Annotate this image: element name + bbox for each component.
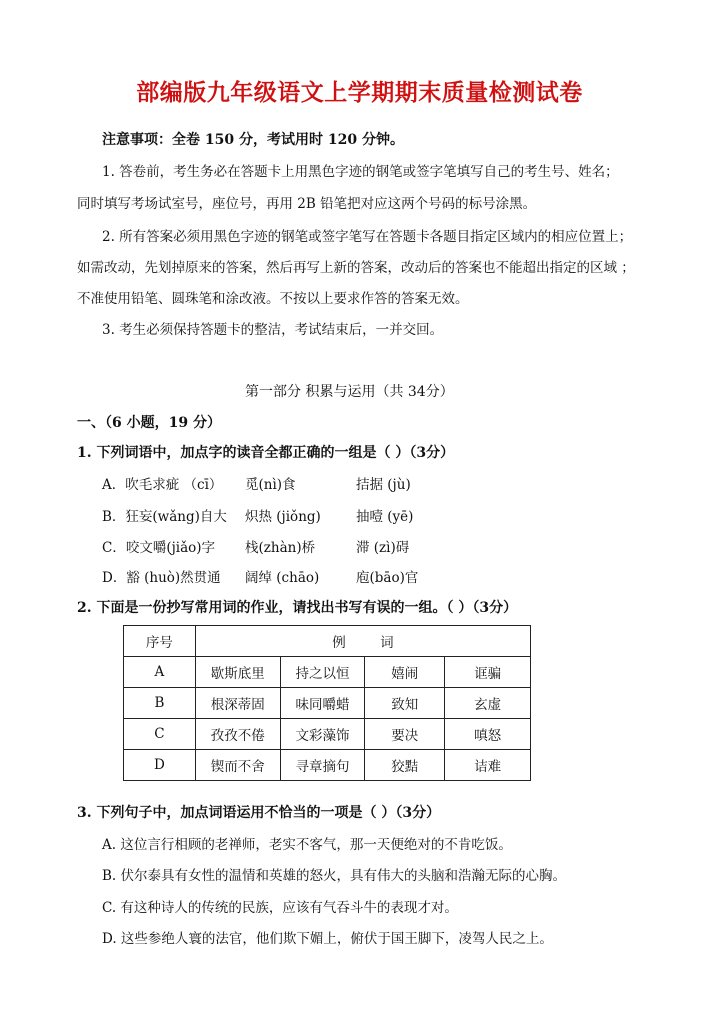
table-cell: 锲而不舍 <box>195 750 280 781</box>
table-cell: 味同嚼蜡 <box>280 688 365 719</box>
q1-option-b-2: 炽热 (jiǒng) <box>245 509 321 525</box>
q1-option-b-1: B．狂妄(wǎng)自大 <box>102 509 227 525</box>
notes-item-1-line-1: 1. 答卷前，考生务必在答题卡上用黑色字迹的钢笔或签字笔填写自己的考生号、姓名； <box>102 164 619 180</box>
notes-item-2-line-3: 不准使用铅笔、圆珠笔和涂改液。不按以上要求作答的答案无效。 <box>77 291 469 307</box>
table-header-cell: 例 词 <box>195 626 530 657</box>
table-cell: 狡黠 <box>365 750 445 781</box>
table-cell: 玄虚 <box>445 688 531 719</box>
q1-option-c-2: 栈(zhàn)桥 <box>245 540 316 556</box>
q3-stem: 3. 下列句子中，加点词语运用不恰当的一项是（ ）（3分） <box>77 805 441 821</box>
q1-option-b-3: 抽噎 (yē) <box>356 509 414 525</box>
notes-item-2-line-2: 如需改动，先划掉原来的答案，然后再写上新的答案，改动后的答案也不能超出指定的区域 ； <box>77 260 635 276</box>
table-cell: 诘难 <box>445 750 531 781</box>
section1-heading: 一、（6 小题，19 分） <box>77 415 221 431</box>
table-cell: 歇斯底里 <box>195 657 280 688</box>
q1-option-d-2: 阔绰 (chāo) <box>245 570 320 586</box>
notes-heading: 注意事项：全卷 150 分，考试用时 120 分钟。 <box>102 132 404 148</box>
q1-option-a-2: 觅(nì)食 <box>245 477 296 493</box>
q3-option-b: B. 伏尔泰具有女性的温情和英雄的怒火，具有伟大的头脑和浩瀚无际的心胸。 <box>102 868 567 884</box>
q3-option-d: D. 这些参绝人寰的法官，他们欺下媚上，俯伏于国王脚下，凌驾人民之上。 <box>102 931 553 947</box>
q1-option-c-3: 滞 (zì)碍 <box>356 540 410 556</box>
word-table <box>123 625 531 781</box>
notes-item-3: 3. 考生必须保持答题卡的整洁，考试结束后，一并交回。 <box>102 322 444 338</box>
table-cell: A <box>124 657 196 688</box>
table-row <box>124 688 531 719</box>
table-cell: 要决 <box>365 719 445 750</box>
q3-option-c: C. 有这种诗人的传统的民族，应该有气吞斗牛的表现才对。 <box>102 900 458 916</box>
part1-heading: 第一部分 积累与运用（共 34分） <box>245 384 454 400</box>
table-cell: 孜孜不倦 <box>195 719 280 750</box>
page-title: 部编版九年级语文上学期期末质量检测试卷 <box>136 80 583 106</box>
table-row <box>124 657 531 688</box>
table-cell: 致知 <box>365 688 445 719</box>
q1-option-a-3: 拮据 (jù) <box>356 477 411 493</box>
table-cell: 文彩藻饰 <box>280 719 365 750</box>
table-row <box>124 719 531 750</box>
q1-stem: 1. 下列词语中，加点字的读音全都正确的一组是（ ）（3分） <box>77 445 455 461</box>
table-cell: 寻章摘句 <box>280 750 365 781</box>
table-row <box>124 750 531 781</box>
q1-option-c-1: C．咬文嚼(jiǎo)字 <box>102 540 216 556</box>
notes-item-1-line-2: 同时填写考场试室号，座位号，再用 2B 铅笔把对应这两个号码的标号涂黑。 <box>77 196 537 212</box>
table-cell: B <box>124 688 196 719</box>
table-header-row <box>124 626 531 657</box>
table-cell: 嬉闹 <box>365 657 445 688</box>
q1-option-d-1: D．豁 (huò)然贯通 <box>102 570 221 586</box>
table-cell: 根深蒂固 <box>195 688 280 719</box>
notes-item-2-line-1: 2. 所有答案必须用黑色字迹的钢笔或签字笔写在答题卡各题目指定区域内的相应位置上； <box>102 229 633 245</box>
table-cell: 持之以恒 <box>280 657 365 688</box>
table-cell: D <box>124 750 196 781</box>
q2-stem: 2. 下面是一份抄写常用词的作业，请找出书写有误的一组。（ ）（3分） <box>77 600 518 616</box>
q1-option-a-1: A．吹毛求疵 （cī） <box>102 477 223 493</box>
table-cell: 嗔怒 <box>445 719 531 750</box>
table-cell: 诓骗 <box>445 657 531 688</box>
q1-option-d-3: 庖(bāo)官 <box>356 570 419 586</box>
table-cell: C <box>124 719 196 750</box>
q3-option-a: A. 这位言行相顾的老禅师，老实不客气，那一天便绝对的不肯吃饭。 <box>102 837 512 853</box>
table-header-cell: 序号 <box>124 626 196 657</box>
